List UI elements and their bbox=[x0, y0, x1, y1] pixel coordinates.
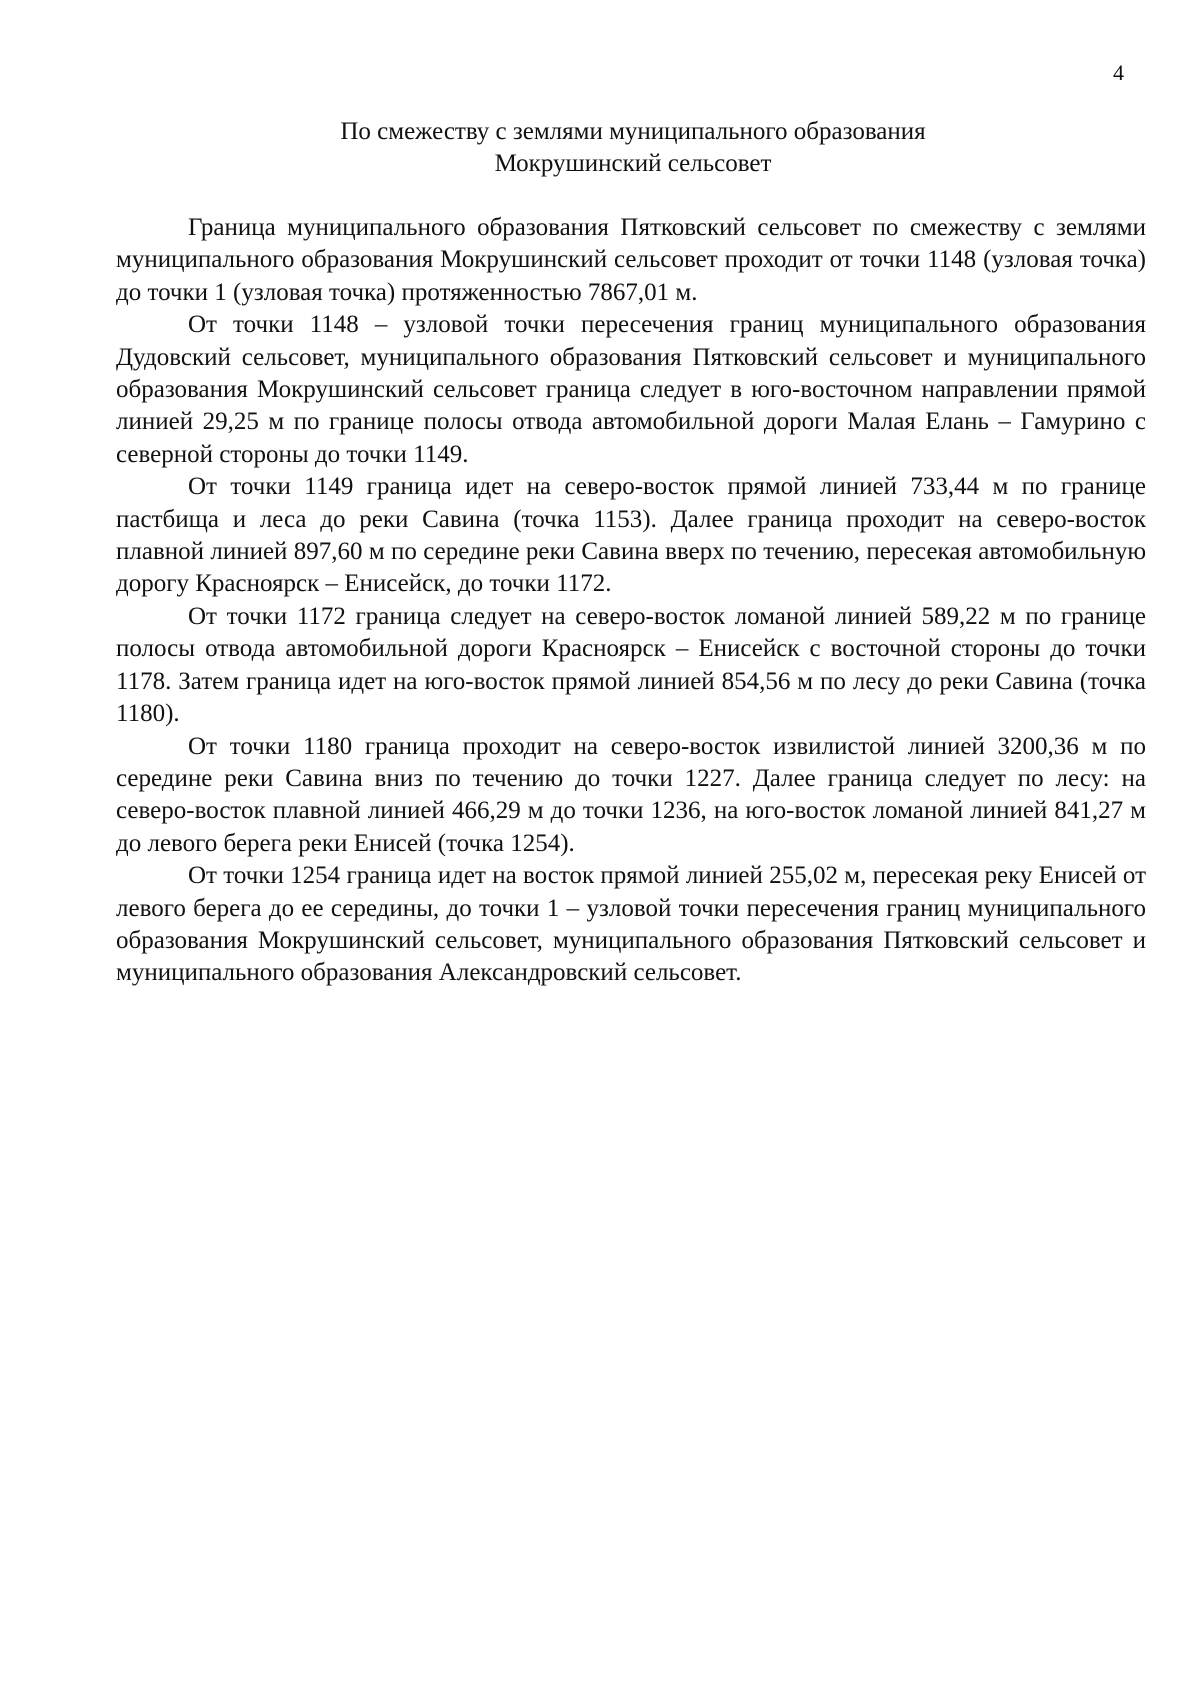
paragraph: От точки 1172 граница следует на северо-восток ломаной линией 589,22 м по границе полосы отвода автомобильной дороги Красноярск – Енисейск с восточной стороны до точки 1178. Затем граница идет на юго-восток прямой линией 854,56 м по лесу до реки Савина (точка 1180). bbox=[116, 602, 1146, 728]
page-number: 4 bbox=[1113, 60, 1124, 85]
paragraph: От точки 1149 граница идет на северо-восток прямой линией 733,44 м по границе пастбища и леса до реки Савина (точка 1153). Далее граница проходит на северо-восток плавной линией 897,60 м по середине реки Савина вверх по течению, пересекая автомобильную дорогу Красноярск – Енисейск, до точки 1172. bbox=[116, 473, 1146, 598]
paragraph: Граница муниципального образования Пятковский сельсовет по смежеству с землями муниципального образования Мокрушинский сельсовет проходит от точки 1148 (узловая точка) до точки 1 (узловая точка) протяженностью 7867,01 м. bbox=[116, 214, 1146, 306]
paragraph: От точки 1180 граница проходит на северо-восток извилистой линией 3200,36 м по середине реки Савина вниз по течению до точки 1227. Далее граница следует по лесу: на северо-восток плавной линией 466,29 м до точки 1236, на юго-восток ломаной линией 841,27 м до левого берега реки Енисей (точка 1254). bbox=[116, 732, 1146, 857]
paragraph: От точки 1254 граница идет на восток прямой линией 255,02 м, пересекая реку Енисей от левого берега до ее середины, до точки 1 – узловой точки пересечения границ муниципального образования Мокрушинский сельсовет, муниципального образования Пятковский сельсовет и муниципального образования Александровский сельсовет. bbox=[116, 862, 1146, 987]
heading-line-2: Мокрушинский сельсовет bbox=[494, 150, 772, 177]
section-heading bbox=[120, 116, 1146, 180]
document-body bbox=[116, 212, 1146, 990]
paragraph: От точки 1148 – узловой точки пересечения границ муниципального образования Дудовский сельсовет, муниципального образования Пятковский сельсовет и муниципального образования Мокрушинский сельсовет граница следует в юго-восточном направлении прямой линией 29,25 м по границе полосы отвода автомобильной дороги Малая Елань – Гамурино с северной стороны до точки 1149. bbox=[116, 311, 1146, 468]
heading-line-1: По смежеству с землями муниципального образования bbox=[340, 118, 926, 145]
